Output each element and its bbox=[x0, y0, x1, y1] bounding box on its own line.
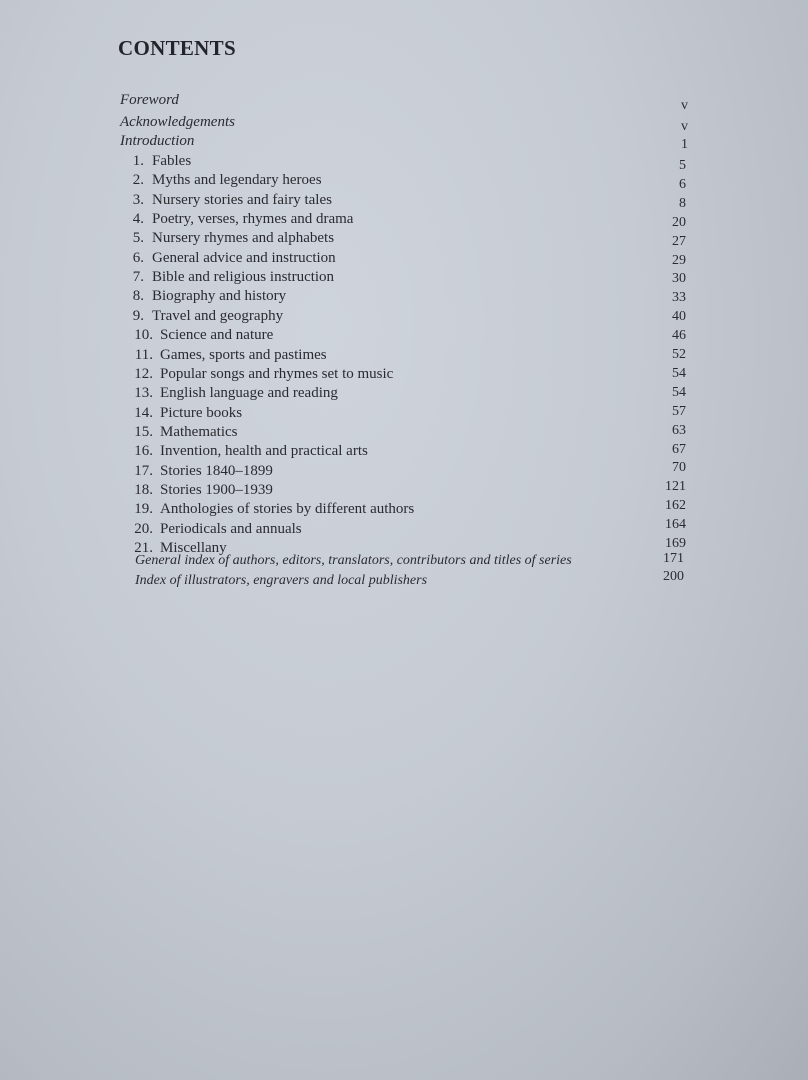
chapter-label: Miscellany bbox=[160, 540, 227, 556]
chapter-page: 54 bbox=[672, 365, 686, 381]
chapter-page: 29 bbox=[672, 252, 686, 268]
chapter-number: 15. bbox=[134, 423, 153, 440]
chapter-page: 33 bbox=[672, 290, 686, 306]
chapter-label: Science and nature bbox=[160, 327, 274, 344]
chapter-number: 11. bbox=[134, 346, 153, 363]
chapter-page: 57 bbox=[672, 403, 686, 419]
chapter-number: 5. bbox=[132, 230, 144, 247]
index-label: Index of illustrators, engravers and local publishers bbox=[135, 573, 428, 588]
chapter-number: 3. bbox=[132, 191, 144, 208]
chapter-number: 6. bbox=[132, 249, 144, 266]
chapter-page: 5 bbox=[679, 158, 686, 173]
chapter-label: Stories 1900–1939 bbox=[160, 481, 273, 498]
chapter-page: 52 bbox=[672, 347, 686, 362]
chapter-page: 40 bbox=[672, 309, 686, 325]
front-matter-label: Foreword bbox=[120, 92, 179, 108]
chapter-label: Poetry, verses, rhymes and drama bbox=[152, 211, 354, 228]
chapter-number: 2. bbox=[132, 172, 144, 189]
chapter-number: 19. bbox=[134, 501, 153, 518]
chapter-number: 17. bbox=[134, 462, 153, 479]
chapter-label: Mathematics bbox=[160, 423, 238, 440]
chapter-label: Stories 1840–1899 bbox=[160, 462, 273, 479]
front-matter-page: v bbox=[681, 119, 688, 134]
chapter-label: Periodicals and annuals bbox=[160, 520, 302, 537]
chapter-label: English language and reading bbox=[160, 385, 338, 402]
index-page: 200 bbox=[663, 569, 684, 584]
chapter-page: 169 bbox=[665, 536, 686, 551]
chapter-number: 21. bbox=[134, 540, 153, 556]
chapter-page: 121 bbox=[665, 479, 686, 495]
chapter-label: Myths and legendary heroes bbox=[152, 172, 322, 189]
index-page: 171 bbox=[663, 551, 684, 566]
chapter-number: 8. bbox=[132, 288, 144, 305]
page-title: CONTENTS bbox=[118, 36, 236, 60]
chapter-number: 12. bbox=[134, 365, 153, 382]
front-matter-page: v bbox=[681, 98, 688, 113]
chapter-label: Anthologies of stories by different authors bbox=[160, 501, 415, 518]
chapter-page: 6 bbox=[679, 176, 686, 192]
chapter-number: 14. bbox=[134, 404, 153, 421]
front-matter-label: Introduction bbox=[120, 133, 195, 149]
chapter-number: 4. bbox=[132, 211, 144, 228]
chapter-label: Nursery rhymes and alphabets bbox=[152, 230, 335, 247]
chapter-label: Bible and religious instruction bbox=[152, 269, 335, 286]
front-matter-label: Acknowledgements bbox=[120, 114, 235, 130]
chapter-page: 63 bbox=[672, 422, 686, 438]
front-matter-page: 1 bbox=[681, 137, 688, 152]
chapter-number: 20. bbox=[134, 520, 153, 537]
chapter-page: 46 bbox=[672, 328, 686, 344]
chapter-page: 67 bbox=[672, 441, 686, 457]
chapter-label: Nursery stories and fairy tales bbox=[152, 191, 332, 208]
chapter-page: 162 bbox=[665, 498, 686, 514]
chapter-label: Picture books bbox=[160, 404, 243, 421]
index-label: General index of authors, editors, translators, contributors and titles of series bbox=[135, 553, 572, 568]
chapter-page: 27 bbox=[672, 233, 686, 249]
chapter-number: 9. bbox=[132, 307, 144, 324]
chapter-number: 1. bbox=[132, 153, 144, 169]
chapter-number: 18. bbox=[134, 481, 153, 498]
chapter-label: Fables bbox=[152, 153, 192, 169]
chapter-page: 20 bbox=[672, 214, 686, 230]
chapter-page: 164 bbox=[665, 517, 686, 533]
chapter-number: 10. bbox=[134, 327, 153, 344]
chapter-page: 30 bbox=[672, 271, 686, 287]
chapter-label: Travel and geography bbox=[152, 307, 284, 324]
chapter-label: Biography and history bbox=[152, 288, 287, 305]
chapter-number: 16. bbox=[134, 443, 153, 460]
chapter-page: 70 bbox=[672, 460, 686, 476]
chapter-page: 54 bbox=[672, 384, 686, 400]
chapter-number: 7. bbox=[132, 269, 144, 286]
chapter-label: Games, sports and pastimes bbox=[160, 346, 327, 363]
chapter-label: General advice and instruction bbox=[152, 249, 336, 266]
chapter-number: 13. bbox=[134, 385, 153, 402]
chapter-page: 8 bbox=[679, 195, 686, 211]
chapter-label: Popular songs and rhymes set to music bbox=[160, 365, 394, 382]
chapter-label: Invention, health and practical arts bbox=[160, 443, 368, 460]
